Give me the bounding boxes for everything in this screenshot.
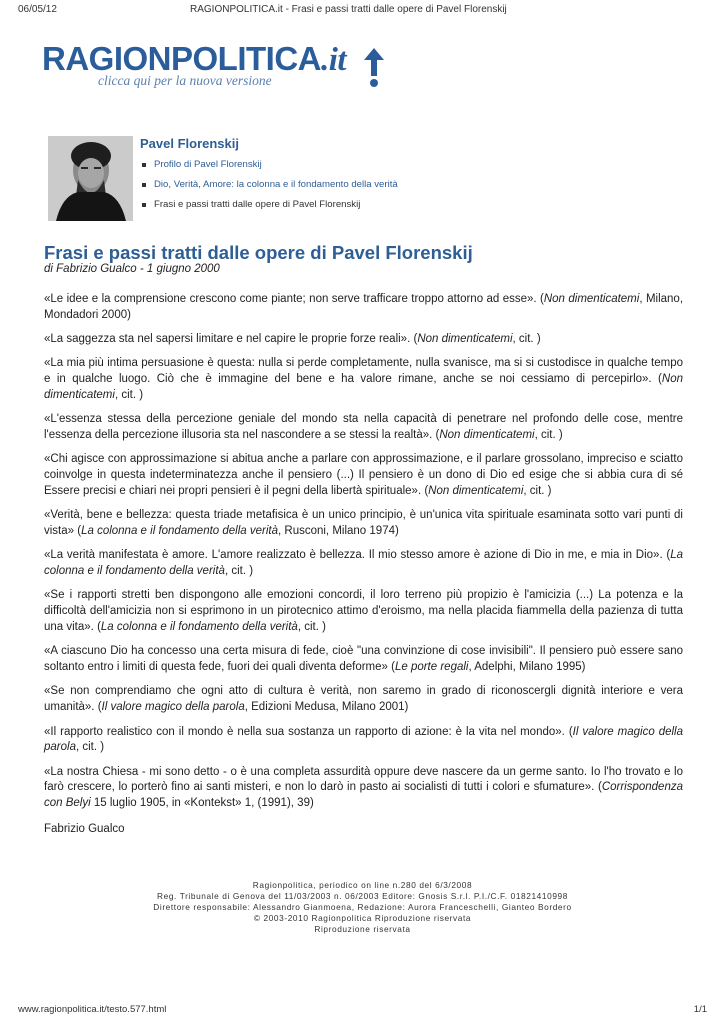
author-links bbox=[140, 158, 398, 218]
colophon-line: © 2003-2010 Ragionpolitica Riproduzione riservata bbox=[253, 913, 472, 923]
quote-paragraph: «Se non comprendiamo che ogni atto di cultura è verità, non saremo in grado di riconoscergli dignità interiore e vera umanità». (Il valore magico della parola, Edizioni Medusa, Milano 2001) bbox=[44, 685, 683, 714]
author-portrait bbox=[48, 136, 133, 221]
print-footer bbox=[18, 1004, 707, 1018]
quote-paragraph: «La verità manifestata è amore. L'amore realizzato è bellezza. Il mio stesso amore è azione di Dio in me, e mia in Dio». (La colonna e il fondamento della verità, cit. ) bbox=[44, 549, 683, 578]
logo-tagline[interactable]: clicca qui per la nuova versione bbox=[98, 73, 272, 88]
list-item bbox=[140, 178, 398, 198]
article-title: Frasi e passi tratti dalle opere di Pavel Florenskij bbox=[44, 242, 473, 263]
list-item bbox=[140, 158, 398, 178]
list-item bbox=[140, 198, 398, 218]
quote-paragraph: «Verità, bene e bellezza: questa triade metafisica è un unico principio, è un'unica vita spirituale esaminata sotto vari punti di vista» (La colonna e il fondamento della verità, Rusconi, Milano 1974) bbox=[44, 509, 683, 538]
colophon-line: Riproduzione riservata bbox=[314, 924, 411, 934]
link-profile[interactable]: Profilo di Pavel Florenskij bbox=[154, 159, 262, 170]
article-body bbox=[44, 292, 683, 846]
colophon-line: Reg. Tribunale di Genova del 11/03/2003 n. 06/2003 Editore: Gnosis S.r.l. P.I./C.F. 01821410998 bbox=[157, 891, 568, 901]
quote-paragraph: «A ciascuno Dio ha concesso una certa misura di fede, cioè "una convinzione di cose invisibili". Il pensiero può essere sano soltanto entro i limiti di questa fede, fuori dei quali diventa deforme» (Le porte regali, Adelphi, Milano 1995) bbox=[44, 645, 683, 674]
print-url: www.ragionpolitica.it/testo.577.html bbox=[18, 1004, 167, 1015]
quote-paragraph: «Il rapporto realistico con il mondo è nella sua sostanza un rapporto di azione: è la vita nel mondo». (Il valore magico della parola, cit. ) bbox=[44, 725, 684, 754]
print-date: 06/05/12 bbox=[18, 4, 57, 15]
quote-paragraph: «L'essenza stessa della percezione geniale del mondo sta nella capacità di penetrare nel profondo delle cose, mentre l'essenza della percezione illusoria sta nel nascondere a se stessi la realtà». (Non dimenticatemi, cit. ) bbox=[44, 413, 683, 442]
up-arrow-icon bbox=[362, 46, 386, 88]
article-signature: Fabrizio Gualco bbox=[44, 823, 125, 836]
colophon-line: Direttore responsabile: Alessandro Gianmoena, Redazione: Aurora Franceschelli, Gianteo Bordero bbox=[153, 902, 572, 912]
logo-wordmark: RAGIONPOLITICA.it bbox=[42, 40, 347, 78]
quote-paragraph: «Se i rapporti stretti ben dispongono alle emozioni concordi, il loro terreno più propizio è l'amicizia (...) La potenza e la difficoltà dell'amicizia non si esprimono in un pirotecnico attimo d'eroismo, ma nella placida fiammella della pazienza di tutta una vita». (La colonna e il fondamento della verità, cit. ) bbox=[44, 589, 683, 634]
author-name: Pavel Florenskij bbox=[140, 136, 239, 151]
colophon-line: Ragionpolitica, periodico on line n.280 del 6/3/2008 bbox=[252, 880, 473, 890]
link-dio-verita-amore[interactable]: Dio, Verità, Amore: la colonna e il fondamento della verità bbox=[154, 179, 398, 190]
current-article-label: Frasi e passi tratti dalle opere di Pavel Florenskij bbox=[154, 199, 361, 210]
colophon bbox=[0, 880, 725, 935]
quote-paragraph: «La mia più intima persuasione è questa: nulla si perde completamente, nulla svanisce, ma si si custodisce in qualche tempo e in qualche luogo. Ciò che è immagine del bene e ha valore rimane, anche se noi cessiamo di percepirlo». (Non dimenticatemi, cit. ) bbox=[44, 357, 683, 401]
quote-paragraph: «Chi agisce con approssimazione si abitua anche a parlare con approssimazione, e il parlare grossolano, impreciso e sciatto coinvolge in questa indeterminatezza anche il pensiero (...) Il pensiero è un dono di Dio ed esige che si abbia cura di sé Essere precisi e chiari nei propri pensieri è il pegni della libertà spirituale». (Non dimenticatemi, cit. ) bbox=[44, 453, 683, 497]
page-number: 1/1 bbox=[693, 1004, 707, 1015]
print-title: RAGIONPOLITICA.it - Frasi e passi tratti dalle opere di Pavel Florenskij bbox=[190, 4, 507, 15]
article-byline: di Fabrizio Gualco - 1 giugno 2000 bbox=[44, 263, 220, 275]
quote-paragraph: «La nostra Chiesa - mi sono detto - o è una completa assurdità oppure deve nascere da un germe santo. Io l'ho trovato e lo farò crescere, lo porterò fino ai santi misteri, e non lo darò in pasto ai socialisti di tutti i colori e sfumature». (Corrispondenza con Belyi 15 luglio 1905, in «Kontekst» 1, (1991), 39) bbox=[44, 765, 683, 810]
print-header bbox=[18, 4, 707, 18]
site-logo[interactable] bbox=[42, 40, 392, 90]
quote-paragraph: «Le idee e la comprensione crescono come piante; non serve trafficare troppo attorno ad esse». (Non dimenticatemi, Milano, Mondadori 2000) bbox=[44, 293, 684, 321]
author-box bbox=[48, 136, 688, 222]
quote-paragraph: «La saggezza sta nel sapersi limitare e nel capire le proprie forze reali». (Non dimenticatemi, cit. ) bbox=[44, 333, 541, 346]
